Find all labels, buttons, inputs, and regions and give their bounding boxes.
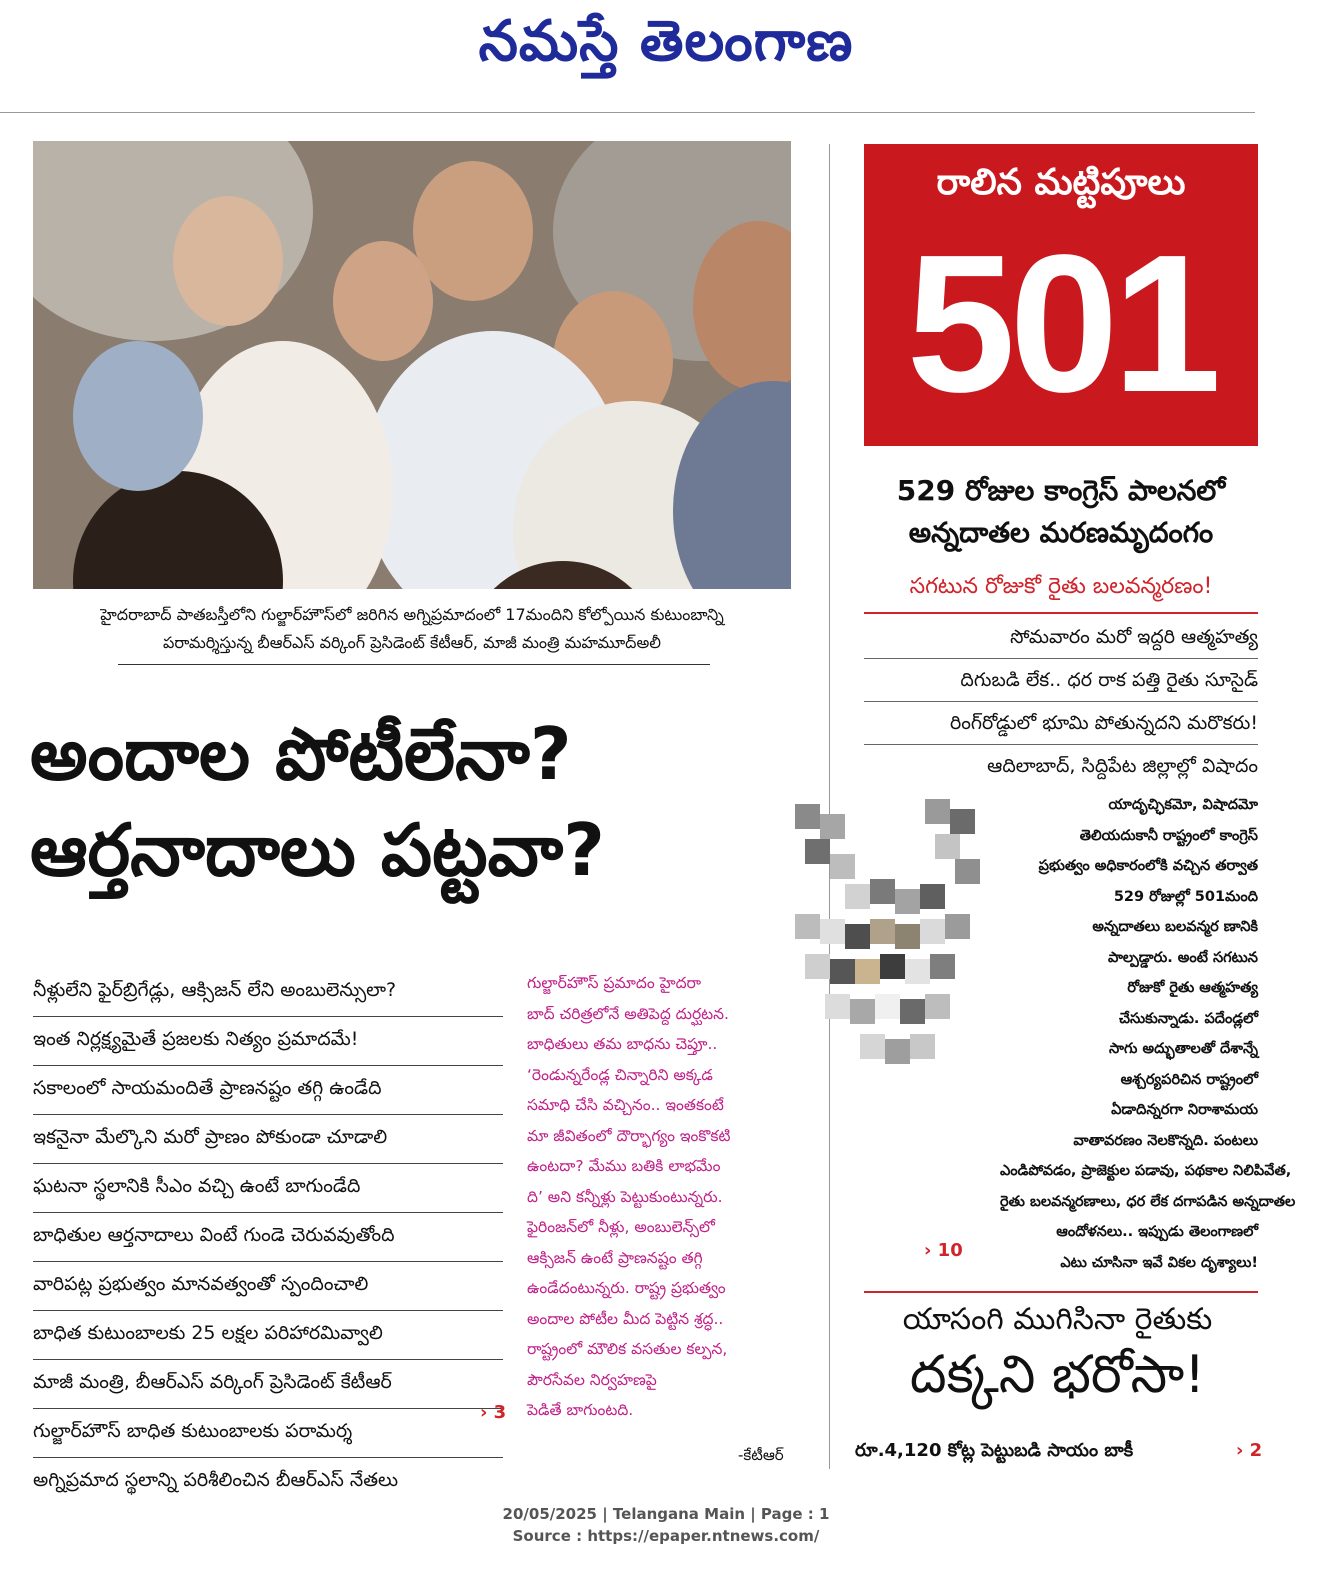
body-line: తెలియదుకానీ రాష్ట్రంలో కాంగ్రెస్ — [1079, 827, 1258, 844]
body-line: యాదృచ్ఛికమో, విషాదమో — [1108, 797, 1258, 813]
list-item: బాధిత కుటుంబాలకు 25 లక్షల పరిహారమివ్వాలి — [33, 1311, 503, 1360]
page-ref-link[interactable]: › 2 — [1236, 1440, 1263, 1461]
bottom-right-headline-line-1: యాసంగి ముగిసినా రైతుకు — [902, 1302, 1213, 1337]
quote-line: రాష్ట్రంలో మౌలిక వసతుల కల్పన, — [527, 1340, 728, 1358]
quote-line: పౌరసేవల నిర్వహణపై — [527, 1370, 657, 1389]
caption-rule — [118, 664, 710, 665]
headline-line-2: ఆర్తనాదాలు పట్టవా? — [30, 808, 605, 892]
quote-line: ఫైరింజన్‌లో నీళ్లు, అంబులెన్స్‌లో — [527, 1218, 715, 1236]
main-headline — [30, 706, 805, 898]
right-headline — [864, 470, 1258, 554]
bottom-right-subline: రూ.4,120 కోట్ల పెట్టుబడి సాయం బాకీ — [855, 1440, 1134, 1461]
quote-line: బాద్ చరిత్రలోనే అతిపెద్ద దుర్ఘటన. — [527, 1004, 729, 1023]
body-line: ఎండిపోవడం, ప్రాజెక్టుల పడావు, పథకాల నిలిపివేత, — [1000, 1163, 1292, 1179]
list-item: వారిపట్ల ప్రభుత్వం మానవత్వంతో స్పందించాలి — [33, 1262, 503, 1311]
body-line: ప్రభుత్వం అధికారంలోకి వచ్చిన తర్వాత — [1038, 858, 1258, 874]
body-line: పాల్పడ్డారు. అంటే సగటున — [1107, 949, 1258, 966]
list-item: గుల్జార్‌హౌస్ బాధిత కుటుంబాలకు పరామర్శ — [33, 1409, 503, 1458]
body-line: రైతు బలవన్మరణాలు, ధర లేక దగాపడిన అన్నదాతల — [1000, 1193, 1296, 1210]
photo-caption — [33, 601, 791, 657]
masthead — [0, 0, 1332, 118]
bottom-right-headline-line-2: దక్కని భరోసా! — [909, 1345, 1206, 1405]
body-line: ఏడాదిన్నరగా నిరాశామయ — [1111, 1102, 1258, 1118]
footer-date-line: 20/05/2025 | Telangana Main | Page : 1 — [502, 1505, 830, 1523]
red-box-title: రాలిన మట్టిపూలు — [936, 162, 1186, 203]
red-subheadline: సగటున రోజుకో రైతు బలవన్మరణం! — [909, 574, 1213, 599]
body-line: వాతావరణం నెలకొన్నది. పంటలు — [1073, 1132, 1258, 1149]
page-ref-link[interactable]: › 3 — [480, 1402, 507, 1423]
body-line: ఆశ్చర్యపరిచిన రాష్ట్రంలో — [1120, 1071, 1258, 1088]
list-item: రింగ్‌రోడ్డులో భూమి పోతున్నదని మరొకరు! — [864, 702, 1258, 745]
footer — [0, 1503, 1332, 1547]
list-item: అగ్నిప్రమాద స్థలాన్ని పరిశీలించిన బీఆర్‌ఎస్ నేతలు — [33, 1469, 399, 1491]
right-headline-line: అన్నదాతల మరణమృదంగం — [908, 516, 1214, 549]
list-item: ఆదిలాబాద్, సిద్దిపేట జిల్లాల్లో విషాదం — [987, 755, 1258, 777]
right-headline-line: 529 రోజుల కాంగ్రెస్ పాలనలో — [896, 474, 1226, 507]
headline-line-1: అందాల పోటీలేనా? — [30, 712, 572, 796]
red-highlight-box — [864, 144, 1258, 446]
quote-line: బాధితులు తమ బాధను చెప్తూ.. — [527, 1035, 718, 1053]
right-points-list — [864, 616, 1258, 787]
red-rule — [864, 612, 1258, 614]
footer-source-link[interactable]: Source : https://epaper.ntnews.com/ — [512, 1527, 820, 1545]
masthead-logo: నమస్తే తెలంగాణ — [478, 8, 854, 74]
list-item: ఘటనా స్థలానికి సీఎం వచ్చి ఉంటే బాగుండేది — [33, 1164, 503, 1213]
quote-line: ‘రెండున్నరేండ్ల చిన్నారిని అక్కడ — [527, 1065, 713, 1084]
list-item: సోమవారం మరో ఇద్దరి ఆత్మహత్య — [864, 616, 1258, 659]
list-item: ఇకనైనా మేల్కొని మరో ప్రాణం పోకుండా చూడాలి — [33, 1115, 503, 1164]
quote-signature: -కేటీఆర్ — [738, 1446, 784, 1464]
quote-line: మా జీవితంలో దౌర్భాగ్యం ఇంకొకటి — [527, 1126, 731, 1145]
quote-line: ది’ అని కన్నీళ్లు పెట్టుకుంటున్నరు. — [527, 1187, 723, 1206]
body-line: ఆందోళనలు.. ఇప్పుడు తెలంగాణలో — [1056, 1224, 1258, 1240]
quote-line: అందాల పోటీల మీద పెట్టిన శ్రద్ధ.. — [527, 1309, 724, 1328]
body-line: చేసుకున్నాడు. పదేండ్లలో — [1118, 1010, 1258, 1027]
quote-line: ఉండేదంటున్నరు. రాష్ట్ర ప్రభుత్వం — [527, 1279, 726, 1297]
photo-caption-line: హైదరాబాద్ పాతబస్తీలోని గుల్జార్‌హౌస్‌లో జరిగిన అగ్నిప్రమాదంలో 17మందిని కోల్పోయిన కుటుంబాన్ని — [100, 605, 724, 624]
list-item: మాజీ మంత్రి, బీఆర్‌ఎస్ వర్కింగ్ ప్రెసిడెంట్ కేటీఆర్ — [33, 1360, 503, 1409]
red-box-number: 501 — [906, 214, 1216, 433]
body-line: ఎటు చూసినా ఇవే వికల దృశ్యాలు! — [1060, 1254, 1258, 1271]
list-item: దిగుబడి లేక.. ధర రాక పత్తి రైతు సూసైడ్ — [864, 659, 1258, 702]
list-item: నీళ్లులేని ఫైర్‌బ్రిగేడ్లు, ఆక్సిజన్ లేని అంబులెన్సులా? — [33, 968, 503, 1017]
quote-line: గుల్జార్‌హౌస్ ప్రమాదం హైదరా — [527, 974, 702, 992]
masthead-rule — [0, 112, 1255, 113]
photo-caption-line: పరామర్శిస్తున్న బీఆర్‌ఎస్ వర్కింగ్ ప్రెసిడెంట్ కేటీఆర్, మాజీ మంత్రి మహమూద్‌అలీ — [163, 633, 661, 652]
list-item: సకాలంలో సాయమందితే ప్రాణనష్టం తగ్గి ఉండేది — [33, 1066, 503, 1115]
body-line: రోజుకో రైతు ఆత్మహత్య — [1127, 980, 1258, 996]
left-points-list — [33, 968, 503, 1506]
body-line: అన్నదాతలు బలవన్మర ణానికి — [1092, 919, 1258, 935]
quote-line: ఆక్సిజన్ ఉంటే ప్రాణనష్టం తగ్గి — [527, 1248, 703, 1267]
quote-line: ఉంటదా? మేము బతికి లాభమేం — [527, 1157, 721, 1175]
right-body-text — [1000, 790, 1296, 1278]
quote-line: సమాధి చేసి వచ్చినం.. ఇంతకంటే — [527, 1096, 724, 1114]
pixelated-illustration — [775, 794, 1005, 1094]
page-ref-link[interactable]: › 10 — [924, 1240, 963, 1261]
list-item: బాధితుల ఆర్తనాదాలు వింటే గుండె చెరువవుతోంది — [33, 1213, 503, 1262]
red-rule — [864, 1291, 1258, 1293]
body-line: సాగు అద్భుతాలతో దేశాన్నే — [1109, 1041, 1258, 1057]
ktr-quote — [527, 968, 802, 1426]
quote-line: పెడితే బాగుంటది. — [527, 1401, 634, 1419]
list-item: ఇంత నిర్లక్ష్యమైతే ప్రజలకు నిత్యం ప్రమాదమే! — [33, 1017, 503, 1066]
news-photo — [33, 141, 791, 589]
body-line: 529 రోజుల్లో 501మంది — [1113, 888, 1258, 905]
